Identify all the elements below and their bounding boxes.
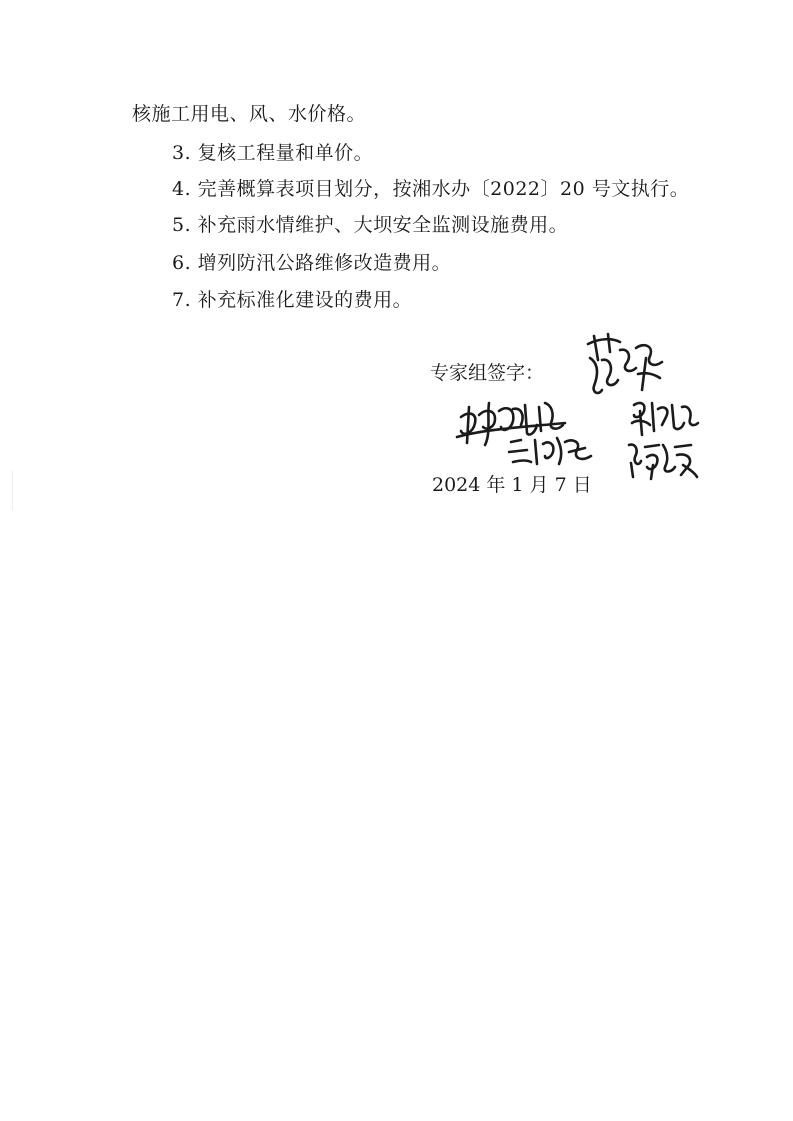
item-7: 7. 补充标准化建设的费用。 [172,289,413,311]
item-3: 3. 复核工程量和单价。 [172,142,374,164]
handwritten-signature-3 [628,395,700,440]
handwritten-signature-5 [625,437,700,482]
item-4: 4. 完善概算表项目划分，按湘水办〔2022〕20 号文执行。 [172,178,690,200]
handwritten-signature-4 [505,430,595,470]
item-6: 6. 增列防汛公路维修改造费用。 [172,252,452,274]
signature-date: 2024 年 1 月 7 日 [432,474,592,496]
body-line-continuation: 核施工用电、风、水价格。 [132,103,367,125]
item-5: 5. 补充雨水情维护、大坝安全监测设施费用。 [172,214,569,236]
handwritten-signature-1 [580,330,670,405]
scan-edge-mark [12,470,13,510]
signature-label: 专家组签字： [430,362,545,384]
